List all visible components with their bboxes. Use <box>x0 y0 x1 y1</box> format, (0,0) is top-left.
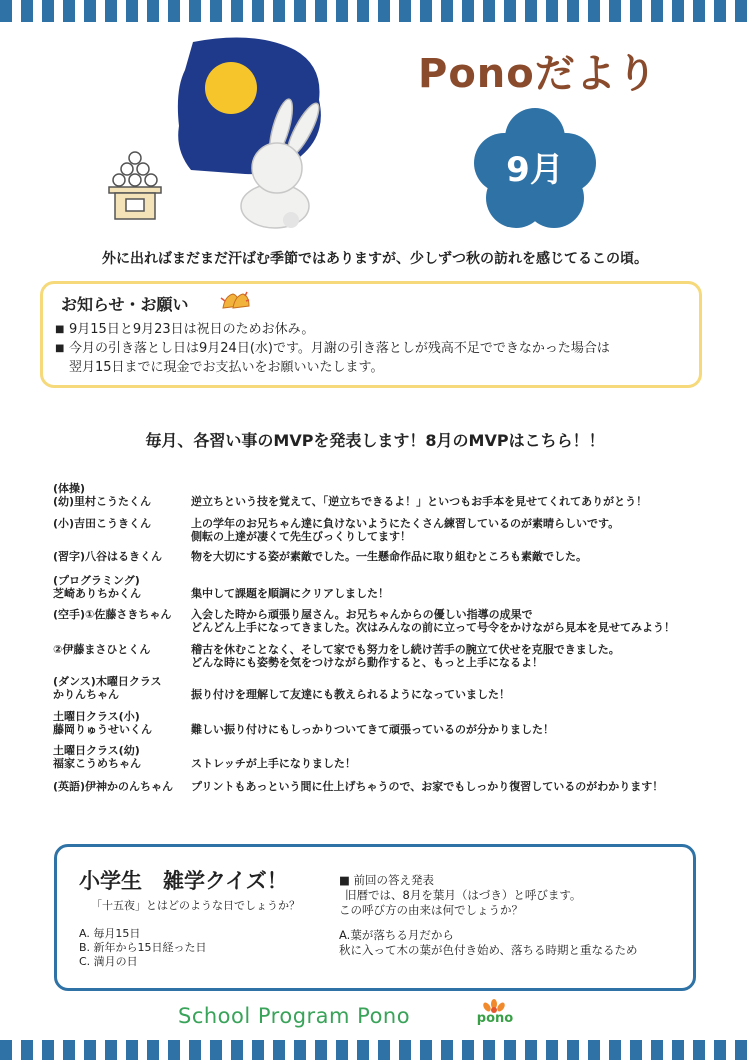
notice-box <box>40 281 702 388</box>
moon-rabbit-illustration <box>105 30 345 240</box>
quiz-option: C. 満月の日 <box>79 955 138 968</box>
mvp-name: (英語)伊神かのんちゃん <box>53 780 174 793</box>
answer-heading: ■ 前回の答え発表 <box>339 873 435 887</box>
answer-question: この呼び方の由来は何でしょうか？ <box>339 903 523 917</box>
answer-text: A.葉が落ちる月だから <box>339 928 454 942</box>
mvp-comment: 振り付けを理解して友達にも教えられるようになっていました！ <box>191 688 510 701</box>
bell-icon <box>219 290 251 312</box>
notice-list <box>55 320 695 377</box>
quiz-option: A. 毎月15日 <box>79 927 141 940</box>
mvp-comment: 物を大切にする姿が素敵でした。一生懸命作品に取り組むところも素敵でした。 <box>191 550 587 563</box>
newsletter-title: Ponoだより <box>418 51 658 97</box>
pono-logo-text: pono <box>476 1011 514 1026</box>
dango-icon <box>109 152 161 219</box>
mvp-name: (プログラミング) 芝崎ありちかくん <box>53 574 141 600</box>
notice-item: ■ 今月の引き落とし日は9月24日(水)です。月謝の引き落としが残高不足でできなかった場合は 翌月15日までに現金でお支払いをお願いいたします。 <box>55 339 695 377</box>
mvp-name: 土曜日クラス(小) 藤岡りゅうせいくん <box>53 710 152 736</box>
answer-text: 秋に入って木の葉が色付き始め、落ちる時期と重なるため <box>339 943 638 957</box>
mvp-comment: 入会した時から頑張り屋さん。お兄ちゃんからの優しい指導の成果で どんどん上手になってきました。次はみんなの前に立って号令をかけながら見本を見せてみよう！ <box>191 608 675 634</box>
intro-text: 外に出ればまだまだ汗ばむ季節ではありますが、少しずつ秋の訪れを感じてるこの頃。 <box>102 251 648 267</box>
mvp-name: (ダンス)木曜日クラス かりんちゃん <box>53 675 162 701</box>
mvp-name: (習字)八谷はるきくん <box>53 550 163 563</box>
answer-question: 旧暦では、8月を葉月（はづき）と呼びます。 <box>345 888 582 902</box>
program-name: School Program Pono <box>178 1004 411 1028</box>
top-stripe-border <box>0 0 750 22</box>
quiz-box <box>54 844 696 991</box>
quiz-options <box>79 927 207 969</box>
quiz-title: 小学生 雑学クイズ！ <box>79 869 288 893</box>
mvp-name: ②伊藤まさひとくん <box>53 643 151 656</box>
month-label: 9月 <box>506 150 564 190</box>
mvp-heading: 毎月、各習い事のMVPを発表します！8月のMVPはこちら！！ <box>145 431 605 450</box>
mvp-comment: 逆立ちという技を覚えて、「逆立ちできるよ！」といつもお手本を見せてくれてありがとう！ <box>191 495 648 508</box>
mvp-comment: 集中して課題を順調にクリアしました！ <box>191 587 389 600</box>
mvp-comment: 稽古を休むことなく、そして家でも努力をし続け苦手の腕立て伏せを克服できました。 どんな時にも姿勢を気をつけながら動作すると、もっと上手になるよ！ <box>191 643 620 669</box>
mvp-name: (空手)①佐藤さきちゃん <box>53 608 172 621</box>
mvp-comment: プリントもあっという間に仕上げちゃうので、お家でもしっかり復習しているのがわかります！ <box>191 780 664 793</box>
quiz-question: 「十五夜」とはどのような日でしょうか？ <box>91 899 300 912</box>
bottom-stripe-border <box>0 1040 750 1060</box>
quiz-option: B. 新年から15日経った日 <box>79 941 207 954</box>
mvp-name: 土曜日クラス(幼) 福家こうめちゃん <box>53 744 141 770</box>
mvp-name: (体操) (幼)里村こうたくん <box>53 482 152 508</box>
mvp-name: (小)吉田こうきくん <box>53 517 152 530</box>
mvp-comment: 難しい振り付けにもしっかりついてきて頑張っているのが分かりました！ <box>191 723 554 736</box>
notice-item: ■ 9月15日と9月23日は祝日のためお休み。 <box>55 320 695 339</box>
notice-title: お知らせ・お願い <box>61 295 189 314</box>
mvp-comment: ストレッチが上手になりました！ <box>191 757 356 770</box>
mvp-comment: 上の学年のお兄ちゃん達に負けないようにたくさん練習しているのが素晴らしいです。 側転の上達が凄くて先生びっくりしてます！ <box>191 517 620 543</box>
previous-answer <box>339 873 638 958</box>
